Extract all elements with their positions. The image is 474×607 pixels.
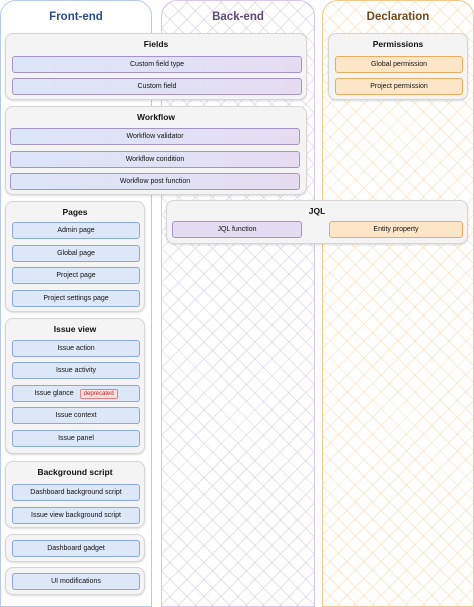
ui-modifications-node: UI modifications	[12, 573, 140, 590]
custom-field-type-node: Custom field type	[12, 56, 302, 73]
ui-modifications-group	[5, 567, 145, 595]
project-settings-page-node: Project settings page	[12, 290, 140, 307]
issue-action-node: Issue action	[12, 340, 140, 357]
issue-activity-node: Issue activity	[12, 362, 140, 379]
issue-view-group	[5, 318, 145, 454]
project-permission-node: Project permission	[335, 78, 463, 95]
workflow-group-title: Workflow	[136, 112, 176, 122]
project-page-node: Project page	[12, 267, 140, 284]
dashboard-background-script-node: Dashboard background script	[12, 484, 140, 501]
global-permission-node: Global permission	[335, 56, 463, 73]
permissions-group-title: Permissions	[372, 39, 424, 49]
pages-group-title: Pages	[62, 207, 88, 217]
permissions-group	[328, 33, 468, 100]
issue-panel-node: Issue panel	[12, 430, 140, 447]
issue-glance-label: Issue glance	[34, 390, 74, 397]
backend-lane-title: Back-end	[212, 11, 264, 23]
jql-group	[166, 200, 468, 244]
frontend-lane-title: Front-end	[49, 11, 103, 23]
declaration-lane-title: Declaration	[366, 11, 430, 23]
jql-group-title: JQL	[308, 206, 326, 216]
workflow-post-function-node: Workflow post function	[10, 173, 300, 190]
workflow-condition-node: Workflow condition	[10, 151, 300, 168]
jql-function-node: JQL function	[172, 221, 302, 238]
issue-view-background-script-node: Issue view background script	[12, 507, 140, 524]
background-script-group-title: Background script	[37, 467, 113, 477]
fields-group-title: Fields	[143, 39, 169, 49]
dashboard-gadget-group	[5, 534, 145, 562]
fields-group	[5, 33, 307, 100]
custom-field-node: Custom field	[12, 78, 302, 95]
entity-property-node: Entity property	[329, 221, 463, 238]
workflow-validator-node: Workflow validator	[10, 128, 300, 145]
workflow-group	[5, 106, 307, 195]
background-script-group	[5, 461, 145, 528]
issue-context-node: Issue context	[12, 407, 140, 424]
issue-glance-node	[12, 385, 140, 402]
global-page-node: Global page	[12, 245, 140, 262]
admin-page-node: Admin page	[12, 222, 140, 239]
issue-view-group-title: Issue view	[53, 324, 97, 334]
pages-group	[5, 201, 145, 312]
deprecated-badge: deprecated	[80, 389, 118, 399]
dashboard-gadget-node: Dashboard gadget	[12, 540, 140, 557]
